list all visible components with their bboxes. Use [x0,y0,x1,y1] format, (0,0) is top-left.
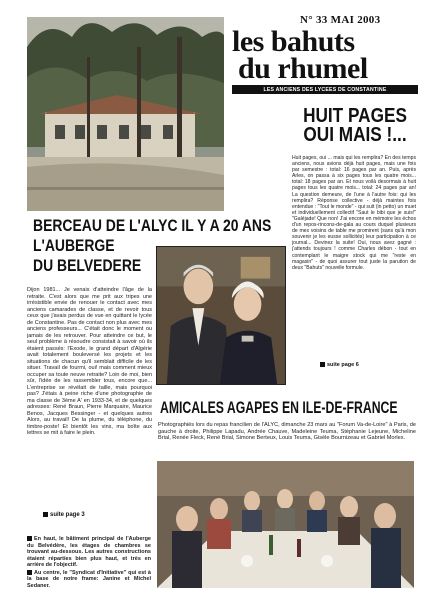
masthead-subtitle: LES ANCIENS DES LYCEES DE CONSTANTINE [232,85,418,94]
photo-caption-text: En haut, le bâtiment principal de l'Auberge du Belvédère, les étages de chambres se trouvant au-dessous. Les autres constructions étaient réparties bien plus haut, et très en arrière de l'objectif. [27,536,151,568]
couple-portrait-photo [156,246,286,385]
berceau-title-line-3: DU BELVEDERE [33,256,142,275]
square-bullet-icon [27,536,32,541]
dinner-group-photo [157,461,414,588]
photo-caption-text: Au centre, le "Syndicat d'Initiative" qui est à la base de notre frame: Janine et Michel Sedaner. [27,569,151,588]
square-bullet-icon [27,570,32,575]
amicales-caption: Photographiés lors du repas francilien de l'ALYC, dimanche 23 mars au "Forum Va-de-Loire" à Paris, de gauche à droite, Philippe Lapadu, Andrée Chauve, Madeleine Teuma, Stéphanie Lejeune, Micheline Brial, Renée Fleck, René Brial, Simone Berteux, Louis Teuma, Gisèle Bournizeau et Gabriel Morlex. [158,422,416,442]
masthead [232,25,418,85]
huit-pages-continued [320,362,359,368]
berceau-continued-label: suite page 3 [50,512,85,519]
berceau-continued [43,512,85,518]
huit-pages-title-line-1: HUIT PAGES [303,105,407,127]
huit-pages-title [301,107,409,145]
masthead-line-2: du rhumel [238,52,368,85]
photo-caption-item [27,536,151,569]
masthead-line-1: les bahuts [232,25,355,58]
huit-pages-continued-label: suite page 6 [327,362,359,368]
square-bullet-icon [320,362,325,367]
photo-caption-item [27,570,151,589]
photo-captions [27,536,151,588]
square-bullet-icon [43,512,48,517]
berceau-body: Dijon 1981... Je venais d'atteindre l'âge de la retraite. C'est alors que me prit aux tripes une irrésistible envie de renouer le contact avec mes anciens camarades de classe, et de revoir tous ceux que j'avais perdus de vue en quittant le lycée de Constantine. Pas de contact non plus avec mes anciens professeurs... C'était donc le moment ou jamais de les retrouver. Pour atteindre ce but, le seul problème à résoudre consistait à savoir où ils étaient passés: l'Exode, le grand départ d'Algérie avait totalement bouleversé les projets et les situations de chacun qu'il semblait difficile de les situer. Travail de fourmi, oui! mais comment mieux occuper sa toute neuve retraite? Loin de moi, bien sûr, l'idée de les rassembler tous, encore que... L'entreprise se révélait de taille, mais pourquoi pas? J'étais à peine riche d'une photographie de ma classe de 3ème A' en 1933-34, et de quelques adresses: René Braun, Pierre Marquaire, Maurice Benos, Jacques Bessinger - et quelques autres Alors, au travail! De la plume, du téléphone, du timbre-poste! Et bientôt les vins, ma boîte aux lettres se mit à faire le plein. [27,287,152,436]
amicales-title: AMICALES AGAPES EN ILE-DE-FRANCE [160,398,398,417]
issue-number: N° 33 MAI 2003 [300,14,381,26]
berceau-title-line-1: BERCEAU DE L'ALYC IL Y A 20 ANS [33,216,272,235]
huit-pages-body: Huit pages, oui ... mais qui les remplira? En des temps anciens, nous avions déjà huit pages, mais une fois par semestre : total: 16 pages par an. Puis, après Arles, on passa à six pages tous les quatre mois... total: 18 pages par an. Et nous voilà desormais à huit pages tous les quatre mois... total: 24 pages par an! La question demeure, de l'une à l'autre fois: qui les remplira? Réponse collective - déjà maintes fois entendue : "Tout le monde" - qui suit (in petto) un muet et individuellement collectif "Saut le bibi que je suis!" "Galéjade! Que non! J'ai encore en mémoire les échos d'un repos-rincons-de-gala au cours duquel plusieurs de mes voisins de table me promirent (sans qu'à mon souvenir je les eusse sollicités) leur participation à ce journal... Devinez la suite! Oui, nous avez gagné : j'attends toujours ! comme Charles débon - tout en contemplant le maigre stock qui me "reste en magasin" - de quoi assurer tout juste la parution de deux "Bahuts" nouvelle formule. [292,155,416,271]
auberge-belvedere-photo [27,17,224,211]
huit-pages-title-line-2: OUI MAIS !... [303,124,407,146]
berceau-title-line-2: L'AUBERGE [33,236,115,255]
